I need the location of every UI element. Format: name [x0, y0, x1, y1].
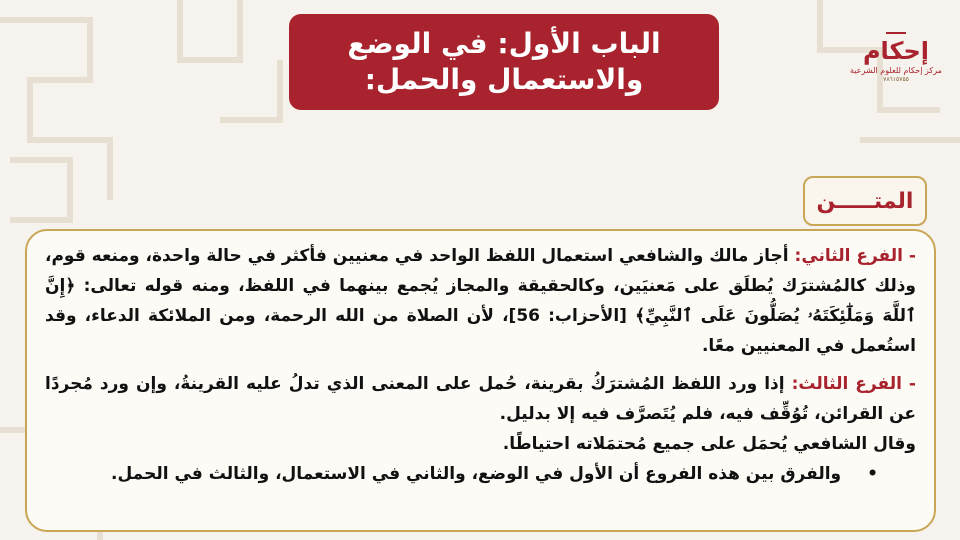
- branch-three-label: - الفرع الثالث:: [791, 374, 916, 394]
- bullet-icon: •: [867, 464, 878, 484]
- branch-two-label: - الفرع الثاني:: [794, 246, 916, 266]
- chapter-title-box: [289, 14, 719, 110]
- branch-two-paragraph: [45, 241, 916, 361]
- ihkam-logo: [850, 26, 942, 98]
- branch-two-text: أجاز مالك والشافعي استعمال اللفظ الواحد في معنيين فأكثر في حالة واحدة، ومنعه قوم، وذلك كالمُشترَك يُطلَق على مَعنيَين، وكالحقيقة والمجاز يُجمع بينهما في اللفظ، ومنه قوله تعالى: ﴿إِنَّ ٱللَّهَ وَمَلَٰٓئِكَتَهُۥ يُصَلُّونَ عَلَى ٱلنَّبِيِّ﴾ [الأحزاب: 56]، لأن الصلاة من الله الرحمة، ومن الملائكة الدعاء، وقد استُعمل في المعنيين معًا.: [45, 246, 916, 356]
- branch-three-text: إذا ورد اللفظ المُشترَكُ بقرينة، حُمل على المعنى الذي تدلُ عليه القرينةُ، وإن ورد مُجردًا عن القرائن، تُوُقِّف فيه، فلم يُتَصرَّف فيه إلا بدليل.: [45, 374, 916, 424]
- chapter-title-line-1: الباب الأول: في الوضع: [347, 27, 661, 60]
- summary-bullet-text: والفرق بين هذه الفروع أن الأول في الوضع، والثاني في الاستعمال، والثالث في الحمل.: [111, 464, 842, 484]
- logo-subtitle: مركز إحكام للعلوم الشرعية: [850, 66, 942, 75]
- branch-three-paragraph: [45, 369, 916, 429]
- shafii-opinion-paragraph: وقال الشافعي يُحمَل على جميع مُحتمَلاته احتياطًا.: [502, 434, 916, 454]
- section-label-box: [803, 176, 927, 226]
- logo-name: إحكام: [862, 37, 930, 65]
- logo-number: ٧٨٦١٥٧٥٥: [883, 76, 909, 83]
- text-content-box: [25, 229, 936, 532]
- section-label: المتـــــن: [816, 188, 914, 214]
- logo-ornament-icon: [886, 26, 906, 34]
- chapter-title-line-2: والاستعمال والحمل:: [364, 63, 644, 96]
- summary-bullet-item: [45, 459, 916, 489]
